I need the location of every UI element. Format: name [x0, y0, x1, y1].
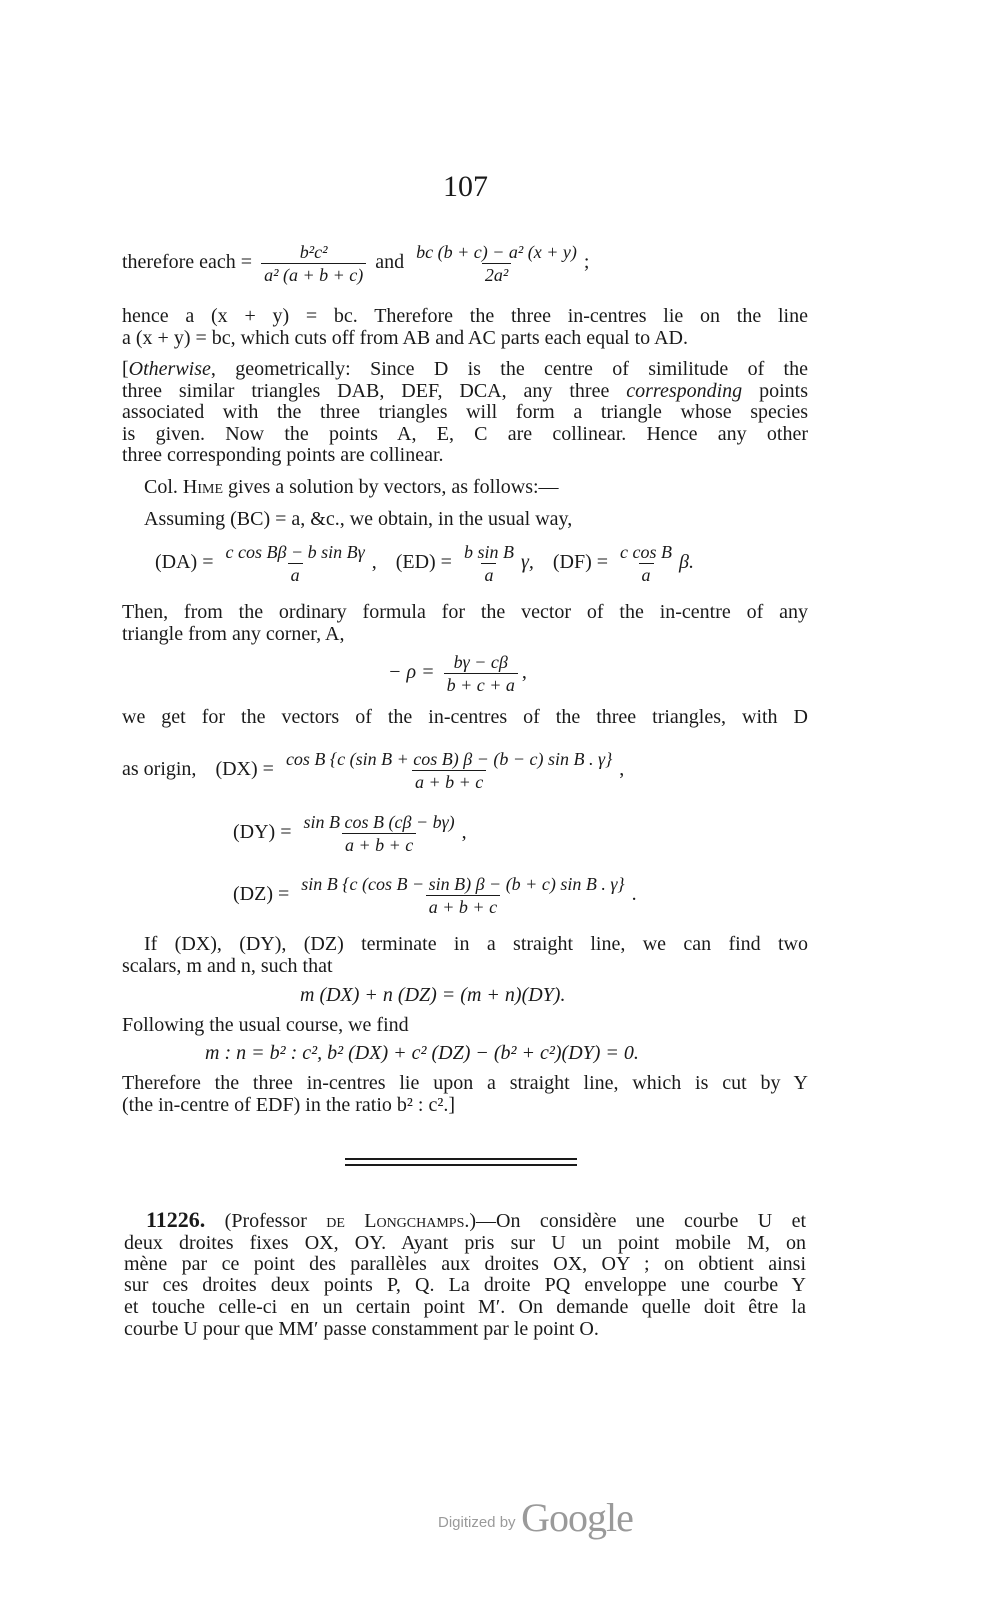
otherwise-line4: is given. Now the points A, E, C are collinear. Hence any other — [122, 423, 808, 445]
fraction-1 — [261, 242, 366, 285]
dy-lhs: (DY) = — [233, 821, 292, 843]
then-line1: Then, from the ordinary formula for the vector of the in-centre of any — [122, 601, 808, 623]
df-tail: β. — [679, 551, 694, 573]
question-line2: deux droites fixes OX, OY. Ayant pris sur U un point mobile M, on — [124, 1232, 806, 1254]
da-den: a — [288, 563, 303, 585]
fraction-2-den: 2a² — [482, 263, 511, 285]
dx-lhs: (DX) = — [215, 758, 274, 780]
scalars-line: scalars, m and n, such that — [122, 955, 333, 977]
similar-a: three similar triangles DAB, DEF, DCA, any three — [122, 380, 627, 402]
question-line4: sur ces droites deux points P, Q. La droite PQ enveloppe une courbe Y — [124, 1274, 806, 1296]
dy-num: sin B cos B (cβ − bγ) — [303, 811, 455, 832]
question-text-1: —On considère une courbe U et — [476, 1210, 807, 1232]
and-text: and — [375, 251, 405, 273]
following-line: Following the usual course, we find — [122, 1014, 409, 1036]
rho-num: bγ − cβ — [453, 651, 508, 672]
author-name: Longchamps.) — [344, 1210, 477, 1232]
divider-rule-top — [345, 1158, 577, 1160]
dz-lhs: (DZ) = — [233, 883, 290, 905]
rho-equation: − ρ = $\frac{b\gamma - c\beta}{b + c + a}$ , — [388, 651, 527, 695]
as-origin-text: as origin, — [122, 758, 197, 780]
therefore-each-equation: therefore each = $\frac{\text{b²c²}}{\text{a² (a + b + c)}}$ and $\frac{\text{bc (b + c) − a² (x + y)}}{\text{2a²}}$ ; — [122, 241, 590, 285]
df-lhs: (DF) = — [552, 551, 609, 573]
ed-tail: γ, — [520, 551, 534, 573]
similar-b: points — [742, 380, 808, 402]
dz-fraction — [298, 874, 627, 917]
divider-rule-bottom — [345, 1164, 577, 1166]
author-prefix: (Professor — [224, 1210, 327, 1232]
otherwise-line5: three corresponding points are collinear. — [122, 444, 444, 466]
dz-num: sin B {c (cos B − sin B) β − (b + c) sin B . γ} — [301, 873, 625, 894]
dz-equation: (DZ) = $\frac{\text{sin B \{c (cos B − sin B) β − (b + c) sin B . γ\}}}{a + b + c}$ . — [233, 873, 637, 917]
paragraph-hence-line2: a (x + y) = bc, which cuts off from AB and AC parts each equal to AD. — [122, 327, 688, 349]
google-logo-text: Google — [521, 1495, 633, 1540]
fraction-2 — [413, 242, 580, 285]
ed-lhs: (ED) = — [395, 551, 452, 573]
author-de: de — [326, 1210, 345, 1232]
col-hime-line — [144, 476, 559, 498]
ed-fraction — [461, 542, 517, 585]
ratio-equation: m : n = b² : c², b² (DX) + c² (DZ) − (b² + c²)(DY) = 0. — [205, 1042, 639, 1064]
digitized-by-text: Digitized by — [438, 1514, 516, 1531]
da-fraction — [223, 542, 368, 585]
page-number: 107 — [443, 170, 488, 203]
otherwise-line2 — [122, 380, 808, 402]
corresponding-italic: corresponding — [626, 380, 743, 402]
vector-da-ed-df: (DA) = $\frac{\text{c cos Bβ − b sin Bγ}}{a}$ , (ED) = $\frac{\text{b sin B}}{a}$ γ, (DF) = $\frac{\text{c cos B}}{a}$ β. — [155, 541, 694, 585]
da-lhs: (DA) = — [155, 551, 214, 573]
digitized-by-google-watermark — [438, 1494, 633, 1541]
if-dx-line: If (DX), (DY), (DZ) terminate in a straight line, we can find two — [144, 933, 808, 955]
fraction-2-num: bc (b + c) − a² (x + y) — [416, 241, 577, 262]
dx-num: cos B {c (sin B + cos B) β − (b − c) sin B . γ} — [285, 748, 613, 769]
question-line5: et touche celle-ci en un certain point M′. On demande quelle doit être la — [124, 1296, 806, 1318]
hime-name: Hime — [182, 476, 224, 498]
otherwise-rest: , geometrically: Since D is the centre of similitude of the — [210, 358, 808, 380]
paragraph-hence-line1: hence a (x + y) = bc. Therefore the three in-centres lie on the line — [122, 305, 808, 327]
then-line2: triangle from any corner, A, — [122, 623, 345, 645]
dx-fraction — [283, 749, 615, 792]
col-text: Col. — [144, 476, 183, 498]
fraction-1-num: b²c² — [299, 241, 328, 262]
col-rest: gives a solution by vectors, as follows:— — [223, 476, 559, 498]
dx-den: a + b + c — [412, 770, 486, 792]
question-line6: courbe U pour que MM′ passe constamment par le point O. — [124, 1318, 599, 1340]
ed-num: b sin B — [463, 541, 514, 562]
question-line3: mène par ce point des parallèles aux droites OX, OY ; on obtient ainsi — [124, 1253, 806, 1275]
dy-fraction — [301, 812, 458, 855]
df-num: c cos B — [620, 541, 673, 562]
therefore-each-text: therefore each = — [122, 251, 253, 273]
rho-lhs: − ρ = — [388, 661, 435, 683]
question-line1 — [146, 1209, 806, 1232]
df-den: a — [639, 563, 654, 585]
question-number: 11226. — [146, 1207, 206, 1232]
therefore-three-line: Therefore the three in-centres lie upon a straight line, which is cut by Y — [122, 1072, 808, 1094]
otherwise-line3: associated with the three triangles will form a triangle whose species — [122, 401, 808, 423]
dx-equation: as origin, (DX) = $\frac{\text{cos B \{c (sin B + cos B) β − (b − c) sin B . γ\}}}{a + b + c}$ , — [122, 748, 625, 792]
otherwise-italic: Otherwise — [128, 358, 211, 380]
ratio-text-line: (the in-centre of EDF) in the ratio b² : c².] — [122, 1094, 455, 1116]
ed-den: a — [481, 563, 496, 585]
da-num: c cos Bβ − b sin Bγ — [225, 541, 365, 562]
rho-den: b + c + a — [444, 673, 518, 695]
we-get-line: we get for the vectors of the in-centres of the three triangles, with D — [122, 706, 808, 728]
df-fraction — [617, 542, 675, 585]
fraction-1-den: a² (a + b + c) — [261, 263, 366, 285]
mn-equation: m (DX) + n (DZ) = (m + n)(DY). — [300, 984, 566, 1006]
otherwise-line1: [Otherwise, geometrically: Since D is the centre of similitude of the — [122, 358, 808, 380]
dy-den: a + b + c — [342, 833, 416, 855]
assuming-line: Assuming (BC) = a, &c., we obtain, in the usual way, — [144, 508, 573, 530]
rho-fraction — [444, 652, 518, 695]
dy-equation: (DY) = $\frac{\text{sin B cos B (cβ − bγ)}}{a + b + c}$ , — [233, 811, 467, 855]
dz-den: a + b + c — [426, 895, 500, 917]
